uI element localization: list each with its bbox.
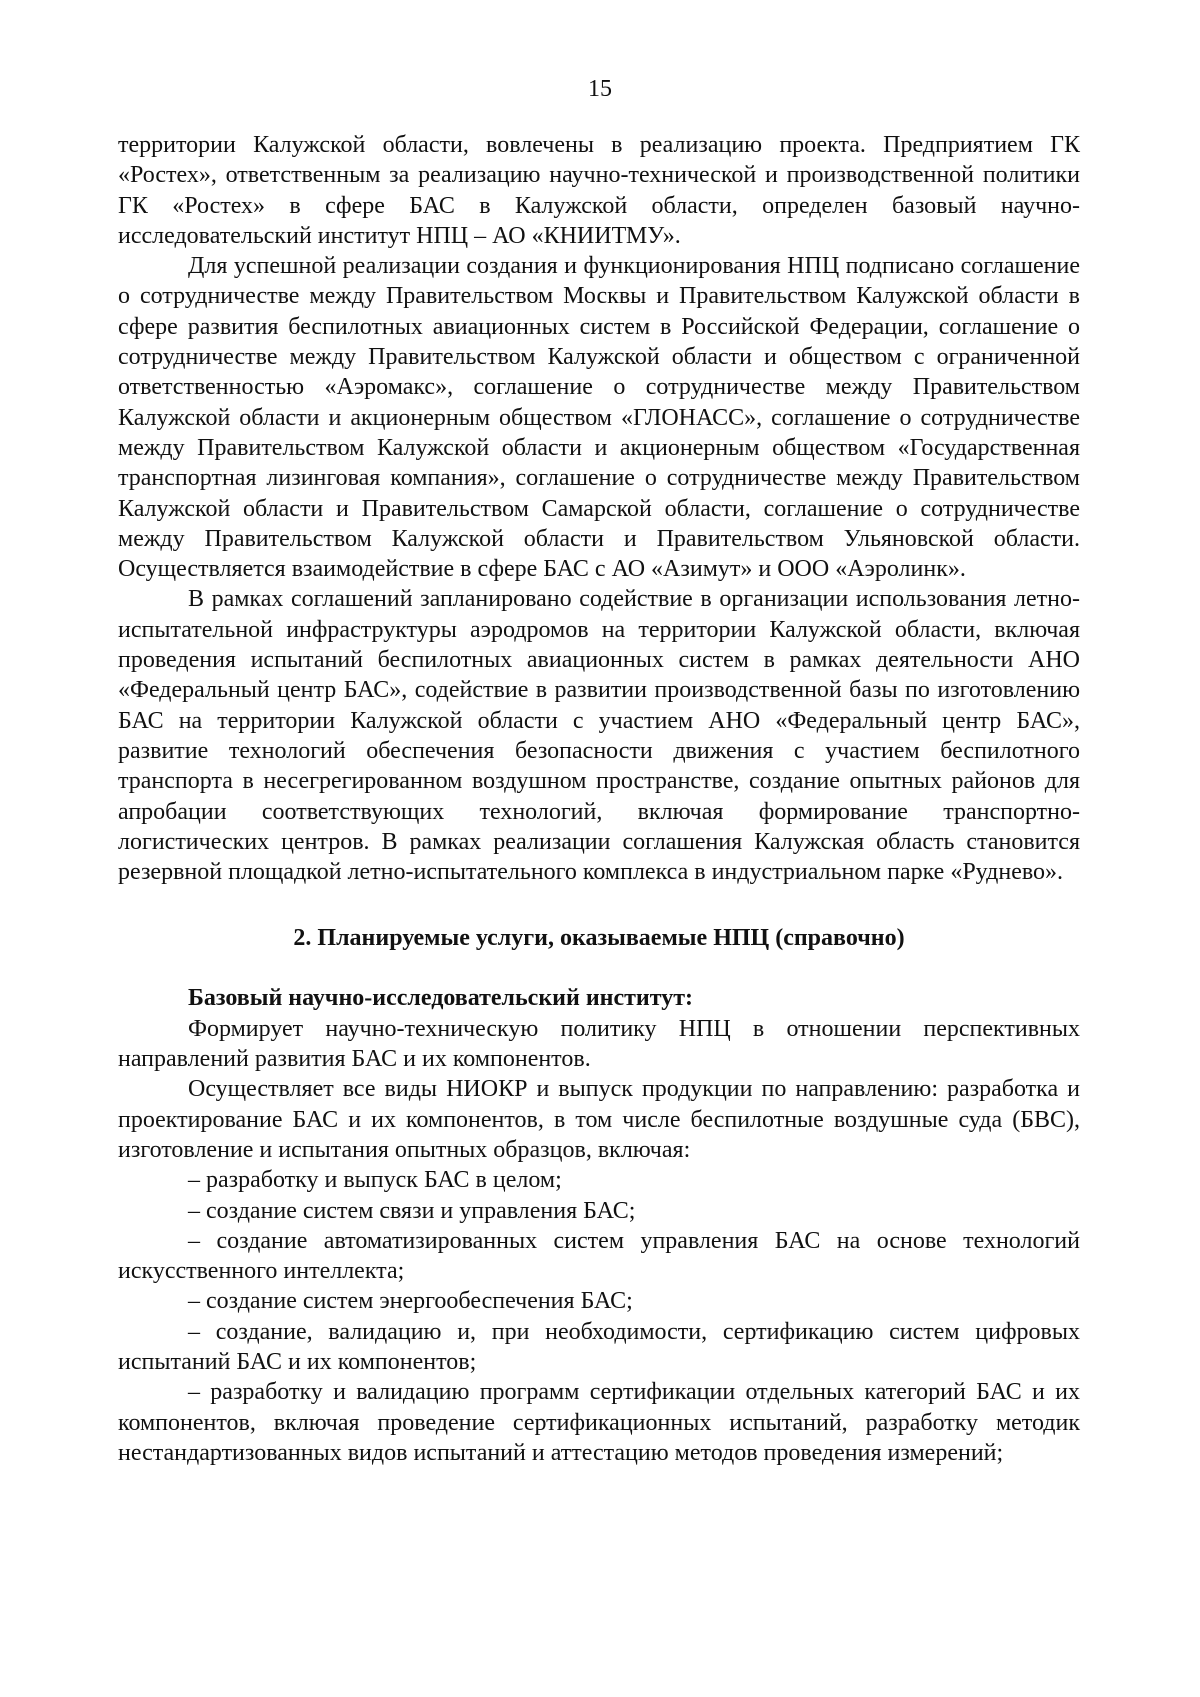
document-body	[118, 130, 1080, 1468]
paragraph-agreements: Для успешной реализации создания и функционирования НПЦ подписано соглашение о сотрудничестве между Правительством Москвы и Правительством Калужской области в сфере развития беспилотных авиационных систем в Российской Федерации, соглашение о сотрудничестве между Правительством Калужской области и обществом с ограниченной ответственностью «Аэромакс», соглашение о сотрудничестве между Правительством Калужской области и акционерным обществом «ГЛОНАСС», соглашение о сотрудничестве между Правительством Калужской области и акционерным обществом «Государственная транспортная лизинговая компания», соглашение о сотрудничестве между Правительством Калужской области и Правительством Самарской области, соглашение о сотрудничестве между Правительством Калужской области и Правительством Ульяновской области. Осуществляется взаимодействие в сфере БАС с АО «Азимут» и ООО «Аэролинк».	[118, 253, 1080, 583]
paragraph-rnd: Осуществляет все виды НИОКР и выпуск продукции по направлению: разработка и проектирование БАС и их компонентов, в том числе беспилотные воздушные суда (БВС), изготовление и испытания опытных образцов, включая:	[118, 1076, 1080, 1163]
page-number: 15	[588, 76, 612, 102]
list-item: – создание автоматизированных систем управления БАС на основе технологий искусственного интеллекта;	[118, 1227, 1080, 1285]
list-item: – создание систем энергообеспечения БАС;	[188, 1288, 633, 1315]
section-title: 2. Планируемые услуги, оказываемые НПЦ (справочно)	[293, 925, 905, 952]
list-item: – разработку и валидацию программ сертификации отдельных категорий БАС и их компонентов, включая проведение сертификационных испытаний, разработку методик нестандартизованных видов испытаний и аттестацию методов проведения измерений;	[118, 1379, 1080, 1466]
paragraph-project-involvement: территории Калужской области, вовлечены в реализацию проекта. Предприятием ГК «Ростех», ответственным за реализацию научно-технической и производственной политики ГК «Ростех» в сфере БАС в Калужской области, определен базовый научно-исследовательский институт НПЦ – АО «КНИИТМУ».	[118, 132, 1080, 249]
list-item: – разработку и выпуск БАС в целом;	[188, 1167, 562, 1194]
list-item: – создание систем связи и управления БАС;	[188, 1197, 636, 1224]
paragraph-agreement-scope: В рамках соглашений запланировано содействие в организации использования летно-испытательной инфраструктуры аэродромов на территории Калужской области, включая проведения испытаний беспилотных авиационных систем в рамках деятельности АНО «Федеральный центр БАС», содействие в развитии производственной базы по изготовлению БАС на территории Калужской области с участием АНО «Федеральный центр БАС», развитие технологий обеспечения безопасности движения с участием беспилотного транспорта в несегрегированном воздушном пространстве, создание опытных районов для апробации соответствующих технологий, включая формирование транспортно-логистических центров. В рамках реализации соглашения Калужская область становится резервной площадкой летно-испытательного комплекса в индустриальном парке «Руднево».	[118, 586, 1080, 886]
list-item: – создание, валидацию и, при необходимости, сертификацию систем цифровых испытаний БАС и их компонентов;	[118, 1318, 1080, 1375]
services-list	[118, 1165, 1080, 1468]
section-subheading: Базовый научно-исследовательский институт:	[188, 985, 693, 1012]
paragraph-policy: Формирует научно-техническую политику НПЦ в отношении перспективных направлений развития БАС и их компонентов.	[118, 1015, 1080, 1073]
